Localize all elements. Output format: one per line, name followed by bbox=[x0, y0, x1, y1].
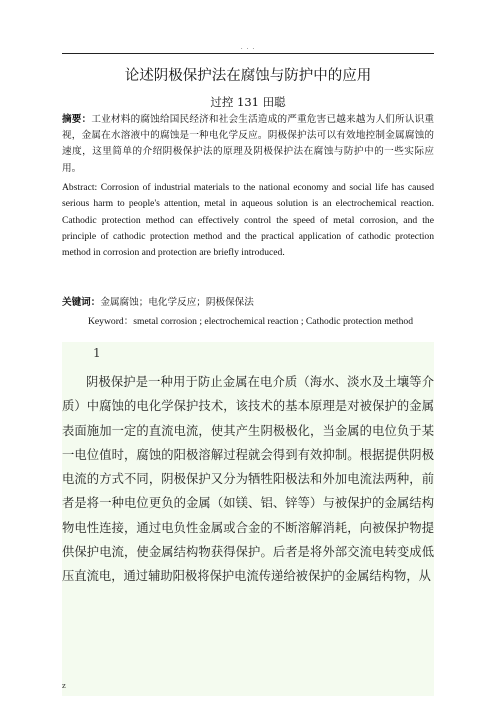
section-body: 阴极保护是一种用于防止金属在电介质（海水、淡水及土壤等介质）中腐蚀的电化学保护技术，该技术的基本原理是对被保护的金属表面施加一定的直流电流，使其产生阴极极化，当金属的电位负于某一电位值时，腐蚀的阳极溶解过程就会得到有效抑制。根据提供阴极电流的方式不同，阴极保护又分为牺牲阳极法和外加电流法两种，前者是将一种电位更负的金属（如镁、铝、锌等）与被保护的金属结构物电性连接，通过电负性金属或合金的不断溶解消耗，向被保护物提供保护电流，使金属结构物获得保护。后者是将外部交流电转变成低压直流电，通过辅助阳极将保护电流传递给被保护的金属结构物，从 bbox=[62, 375, 434, 584]
abstract-cn bbox=[62, 112, 434, 177]
keywords-cn bbox=[62, 295, 434, 311]
abstract-cn-text: 工业材料的腐蚀给国民经济和社会生活造成的严重危害已越来越为人们所认识重视，金属在水溶液中的腐蚀是一种电化学反应。阴极保护法可以有效地控制金属腐蚀的速度，这里简单的介绍阴极保护法的原理及阴极保护法在腐蚀与防护中的一些实际应用。 bbox=[62, 114, 435, 174]
keywords-en: Keyword：smetal corrosion ; electrochemical reaction ; Cathodic protection method bbox=[88, 316, 414, 327]
header-mark: . . . bbox=[240, 44, 256, 51]
header-rule bbox=[62, 53, 434, 54]
abstract-en-text: Corrosion of industrial materials to the national economy and social life has caused serious harm to people's attention, metal in aqueous solution is an electrochemical reaction. Cathodic protection method can effectively control the speed of metal corrosion, and the principle of cathodic protection method and the practical application of cathodic protection method in corrosion and protection are briefly introduced. bbox=[62, 182, 434, 259]
keywords-cn-label: 关键词： bbox=[62, 297, 101, 308]
footer-mark: z bbox=[62, 682, 66, 690]
author-line: 过控 131 田聪 bbox=[210, 95, 286, 109]
page-title: 论述阴极保护法在腐蚀与防护中的应用 bbox=[124, 68, 372, 84]
abstract-en-label: Abstract: bbox=[62, 182, 98, 193]
abstract-cn-label: 摘要： bbox=[62, 114, 92, 125]
abstract-en bbox=[62, 180, 434, 261]
section-number: 1 bbox=[93, 346, 101, 360]
keywords-cn-text: 金属腐蚀；电化学反应；阴极保保法 bbox=[100, 297, 254, 308]
